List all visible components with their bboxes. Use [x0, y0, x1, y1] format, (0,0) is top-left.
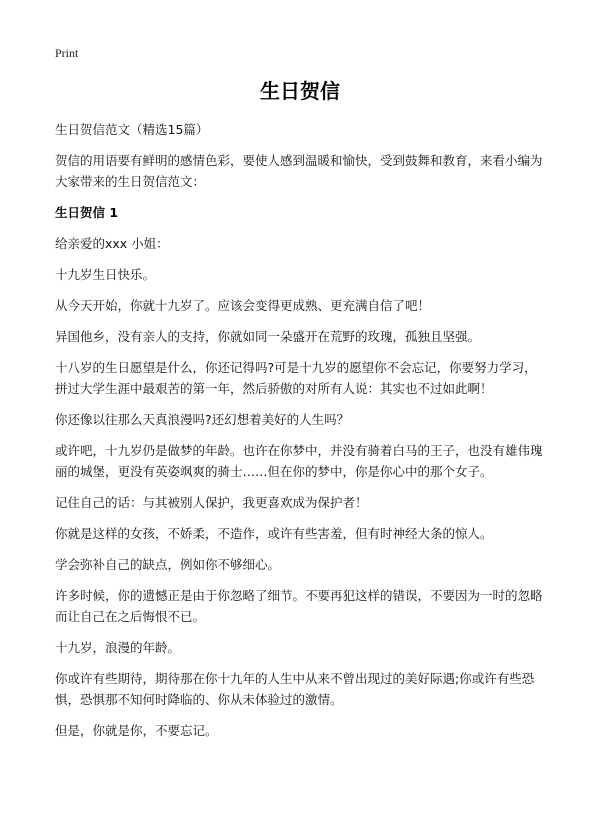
- intro-paragraph: 贺信的用语要有鲜明的感情色彩，要使人感到温暖和愉快，受到鼓舞和教育，来看小编为大家带来的生日贺信范文：: [55, 153, 543, 189]
- body-paragraph: 十九岁生日快乐。: [55, 267, 156, 282]
- body-paragraph: 你还像以往那么天真浪漫吗?还幻想着美好的人生吗？: [55, 412, 350, 427]
- body-paragraph: 学会弥补自己的缺点，例如你不够细心。: [55, 557, 281, 572]
- body-paragraph: 或许吧，十九岁仍是做梦的年龄。也许在你梦中，并没有骑着白马的王子，也没有雄伟瑰丽的城堡，更没有英姿飒爽的骑士……但在你的梦中，你是你心中的那个女子。: [55, 443, 543, 479]
- body-paragraph: 从今天开始，你就十九岁了。应该会变得更成熟、更充满自信了吧！: [55, 298, 431, 313]
- section-heading: 生日贺信 1: [55, 205, 119, 220]
- body-paragraph: 许多时候，你的遗憾正是由于你忽略了细节。不要再犯这样的错误，不要因为一时的忽略而让自己在之后悔恨不已。: [55, 588, 543, 624]
- body-paragraph: 你或许有些期待，期待那在你十九年的人生中从来不曾出现过的美好际遇;你或许有些恐惧，恐惧那不知何时降临的、你从未体验过的激情。: [55, 671, 535, 707]
- body-paragraph: 但是，你就是你，不要忘记。: [55, 723, 218, 738]
- greeting-line: 给亲爱的xxx 小姐：: [55, 236, 169, 251]
- body-paragraph: 你就是这样的女孩，不娇柔，不造作，或许有些害羞，但有时神经大条的惊人。: [55, 526, 493, 541]
- print-label[interactable]: Print: [55, 46, 79, 60]
- document-subtitle: 生日贺信范文（精选15篇）: [55, 122, 209, 137]
- body-paragraph: 异国他乡，没有亲人的支持，你就如同一朵盛开在荒野的玫瑰，孤独且坚强。: [55, 329, 481, 344]
- body-paragraph: 十九岁，浪漫的年龄。: [55, 640, 181, 655]
- body-paragraph: 记住自己的话：与其被别人保护，我更喜欢成为保护者！: [55, 495, 368, 510]
- page-title: 生日贺信: [260, 79, 340, 103]
- body-paragraph: 十八岁的生日愿望是什么，你还记得吗?可是十九岁的愿望你不会忘记，你要努力学习，拼过大学生涯中最艰苦的第一年，然后骄傲的对所有人说：其实也不过如此啊！: [55, 360, 537, 396]
